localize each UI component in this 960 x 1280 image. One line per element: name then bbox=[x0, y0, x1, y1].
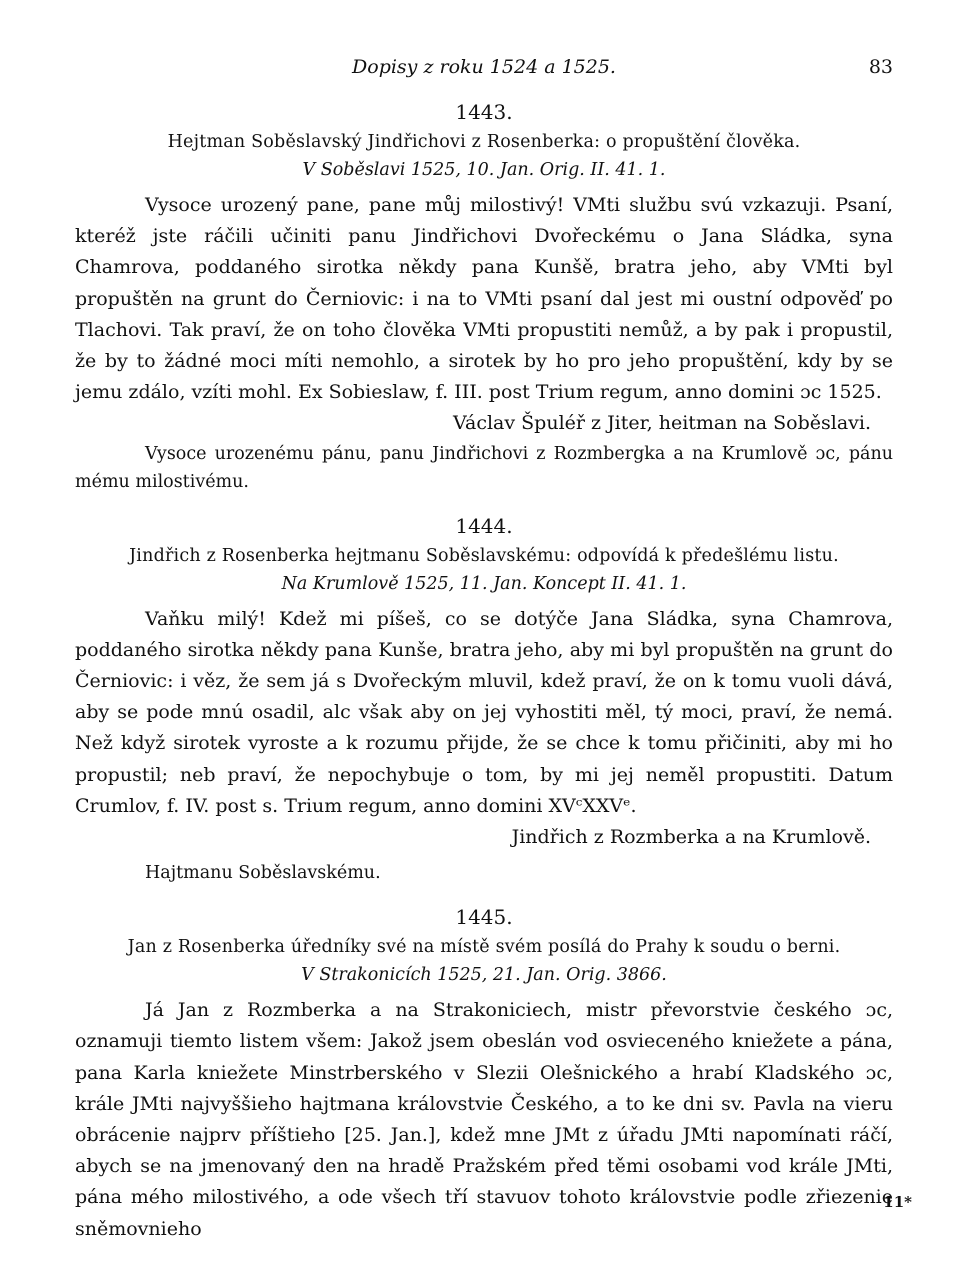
entry-number: 1443. bbox=[455, 100, 513, 124]
entry-heading: Jan z Rosenberka úředníky své na místě svém posílá do Prahy k soudu o berni. bbox=[127, 937, 841, 958]
letter-signature: Jindřich z Rozmberka a na Krumlově. bbox=[511, 826, 871, 849]
signature-mark: 11* bbox=[883, 1193, 912, 1211]
running-head-title: Dopisy z roku 1524 a 1525. bbox=[352, 56, 616, 78]
entry-1445 bbox=[75, 905, 893, 1245]
entry-number: 1444. bbox=[455, 513, 513, 538]
document-page bbox=[75, 52, 893, 1245]
letter-signature: Václav Špuléř z Jiter, heitman na Soběslavi. bbox=[453, 412, 871, 435]
letter-body: Vaňku milý! Kdež mi píšeš, co se dotýče Jana Sládka, syna Chamrova, poddaného sirotka někdy pana Kunše, bratra jeho, aby mi byl propuštěn na grunt do Černiovic: i věz, že sem já s Dvořeckým mluvil, kdež praví, že on k tomu vuoli dává, aby se pode mnú osadil, alc však aby on jej vyhostiti měl, tý moci, praví, že nemá. Než když sirotek vyroste a k rozumu přijde, že se chce k tomu přičiniti, aby mi ho propustil; neb praví, že nepochybuje o tom, by mi jej neměl propustiti. Datum Crumlov, f. IV. post s. Trium regum, anno domini XVᶜXXVᵉ. bbox=[75, 607, 893, 817]
page-number: 83 bbox=[868, 56, 893, 78]
entry-place-date: V Soběslavi 1525, 10. Jan. Orig. II. 41. 1. bbox=[302, 160, 666, 180]
running-head bbox=[75, 52, 893, 88]
entry-1443 bbox=[75, 100, 893, 496]
letter-body: Vysoce urozený pane, pane můj milostivý! VMti službu svú vzkazuji. Psaní, kteréž jste ráčili učiniti panu Jindřichovi Dvořeckému o Jana Sládka, syna Chamrova, poddaného sirotka někdy pana Kunšě, bratra jeho, aby VMti byl propuštěn na grunt do Černiovic: i na to VMti psaní dal jest mi oustní odpověď po Tlachovi. Tak praví, že on toho člověka VMti propustiti nemůž, a by pak i propustil, že by to žádné moci míti nemohlo, a sirotek by ho pro jeho propuštění, kdy by se jemu zdálo, vzíti mohl. Ex Sobieslaw, f. III. post Trium regum, anno domini ɔc 1525. bbox=[75, 194, 893, 404]
entry-place-date: Na Krumlově 1525, 11. Jan. Koncept II. 41. 1. bbox=[281, 573, 687, 594]
letter-address: Hajtmanu Soběslavskému. bbox=[145, 863, 381, 884]
entry-heading: Hejtman Soběslavský Jindřichovi z Rosenberka: o propuštění člověka. bbox=[167, 132, 801, 152]
letter-body: Já Jan z Rozmberka a na Strakoniciech, mistr převorstvie českého ɔc, oznamuji tiemto listem všem: Jakož jsem obeslán vod osvieceného kniežete a pána, pana Karla kniežete Minstrberského v Slezii Olešnického a hrabí Kladského ɔc, krále JMti najvyššieho hajtmana královstvie Českého, a to ke dni sv. Pavla na vieru obrácenie najprv příštieho [25. Jan.], kdež mne JMt z úřadu JMti napomínati ráčí, abych se na jmenovaný den na hradě Pražském před těmi osobami vod krále JMti, pána mého milostivého, a ode všech tří stavuov tohoto královstvie podle zřiezenie sněmovnieho bbox=[75, 999, 893, 1240]
entry-place-date: V Strakonicích 1525, 21. Jan. Orig. 3866. bbox=[301, 965, 667, 986]
letter-address: Vysoce urozenému pánu, panu Jindřichovi z Rozmbergka a na Krumlově ɔc, pánu mému milostivému. bbox=[75, 443, 893, 492]
entry-number: 1445. bbox=[455, 905, 513, 930]
entry-heading: Jindřich z Rosenberka hejtmanu Soběslavskému: odpovídá k předešlému listu. bbox=[129, 545, 839, 566]
entry-1444 bbox=[75, 514, 893, 888]
